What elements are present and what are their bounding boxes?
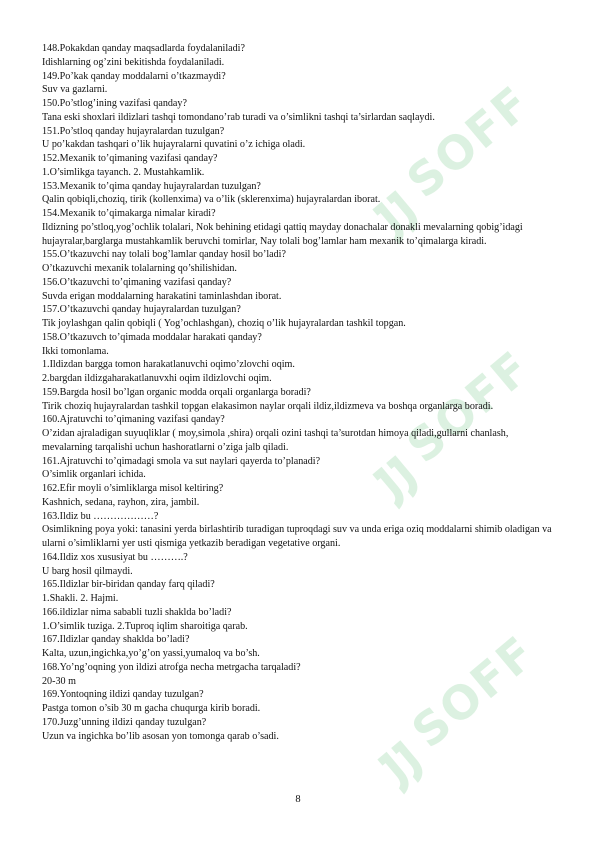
document-body bbox=[42, 42, 556, 743]
answer-154: Ildizning po’stloq,yog’ochlik tolalari, Nok behining etidagi qattiq mayday donachalar donakli mevalarning qobig’idagi hujayralar,barglarga mustahkamlik beruvchi tomirlar, Nay tolali bog’lamlar ham mexanik to’qimalarga kiradi. bbox=[42, 221, 523, 247]
answer-158-item-1: 1.Ildizdan bargga tomon harakatlanuvchi oqimo’zlovchi oqim. bbox=[42, 359, 295, 371]
answer-157: Tik joylashgan qalin qobiqli ( Yog’ochlashgan), choziq o’lik hujayralardan tashkil topgan. bbox=[42, 318, 406, 329]
answer-159: Tirik choziq hujayralardan tashkil topgan elakasimon naylar orqali ildiz,ildizmeva va boshqa organlarga boradi. bbox=[42, 400, 494, 412]
question-160: 160.Ajratuvchi to’qimaning vazifasi qanday? bbox=[42, 414, 225, 426]
question-150: 150.Po’stlog’ining vazifasi qanday? bbox=[42, 98, 187, 109]
question-167: 167.Ildizlar qanday shaklda bo’ladi? bbox=[42, 634, 190, 646]
question-148: 148.Pokakdan qanday maqsadlarda foydalaniladi? bbox=[42, 43, 245, 54]
answer-170: Uzun va ingichka bo’lib asosan yon tomonga qarab o’sadi. bbox=[42, 730, 279, 742]
watermark-soff: SOFF bbox=[362, 625, 553, 800]
answer-148: Idishlarning og’zini bekitishda foydalaniladi. bbox=[42, 56, 225, 68]
answer-160: O’zidan ajraladigan suyuqliklar ( moy,simola ,shira) orqali ozini tashqi ta’surotdan himoya qiladi,gullarni chanlash, mevalarning tarqalishi uchun hashoratlarni o’ziga jalb qiladi. bbox=[42, 428, 509, 453]
answer-149: Suv va gazlarni. bbox=[42, 84, 108, 96]
question-169: 169.Yontoqning ildizi qanday tuzulgan? bbox=[42, 689, 204, 701]
answer-161: O’simlik organlari ichida. bbox=[42, 469, 146, 481]
question-149: 149.Po’kak qanday moddalarni o’tkazmaydi? bbox=[42, 70, 226, 82]
answer-156: Suvda erigan moddalarning harakatini taminlashdan iborat. bbox=[42, 290, 282, 302]
question-170: 170.Juzg’unning ildizi qanday tuzulgan? bbox=[42, 716, 207, 728]
question-168: 168.Yo’ng’oqning yon ildizi atrofga necha metrgacha tarqaladi? bbox=[42, 661, 301, 673]
watermark-soff: SOFF bbox=[357, 75, 548, 250]
question-162: 162.Efir moyli o’simliklarga misol keltiring? bbox=[42, 483, 224, 494]
answer-152: 1.O’simlikga tayanch. 2. Mustahkamlik. bbox=[42, 166, 205, 178]
question-152: 152.Mexanik to’qimaning vazifasi qanday? bbox=[42, 153, 218, 164]
answer-151: U po’kakdan tashqari o’lik hujayralarni quvatini o’z ichiga oladi. bbox=[42, 139, 306, 151]
answer-169: Pastga tomon o’sib 30 m gacha chuqurga kirib boradi. bbox=[42, 703, 261, 714]
question-153: 153.Mexanik to’qima qanday hujayralardan tuzulgan? bbox=[42, 180, 261, 192]
answer-166: 1.O’simlik tuziga. 2.Tuproq iqlim sharoitiga qarab. bbox=[42, 620, 248, 632]
answer-150: Tana eski shoxlari ildizlari tashqi tomondano’rab turadi va o’simlikni tashqi ta’sirlardan saqlaydi. bbox=[42, 111, 435, 123]
answer-158-item-2: 2.bargdan ildizgaharakatlanuvxhi oqim ildizlovchi oqim. bbox=[42, 373, 272, 384]
question-163: 163.Ildiz bu ………………? bbox=[42, 510, 159, 522]
question-155: 155.O’tkazuvchi nay tolali bog’lamlar qanday hosil bo’ladi? bbox=[42, 249, 286, 261]
question-156: 156.O’tkazuvchi to’qimaning vazifasi qanday? bbox=[42, 276, 232, 288]
answer-155: O’tkazuvchi mexanik tolalarning qo’shilishidan. bbox=[42, 263, 237, 274]
watermark-soff: SOFF bbox=[357, 340, 548, 515]
question-161: 161.Ajratuvchi to’qimadagi smola va sut naylari qayerda to’planadi? bbox=[42, 455, 321, 467]
answer-167: Kalta, uzun,ingichka,yo’g’on yassi,yumaloq va bo’sh. bbox=[42, 648, 260, 659]
question-154: 154.Mexanik to’qimakarga nimalar kiradi? bbox=[42, 208, 216, 219]
question-151: 151.Po’stloq qanday hujayralardan tuzulgan? bbox=[42, 125, 225, 137]
question-166: 166.ildizlar nima sababli tuzli shaklda bo’ladi? bbox=[42, 606, 232, 618]
question-165: 165.Ildizlar bir-biridan qanday farq qiladi? bbox=[42, 579, 215, 591]
question-164: 164.Ildiz xos xususiyat bu ……….? bbox=[42, 551, 188, 563]
question-158: 158.O’tkazuvch to’qimada moddalar harakati qanday? bbox=[42, 331, 262, 343]
answer-164: U barg hosil qilmaydi. bbox=[42, 565, 133, 577]
page-number: 8 bbox=[295, 794, 301, 805]
answer-163: Osimlikning poya yoki: tanasini yerda birlashtirib turadigan tuproqdagi suv va unda eriga oziq moddalarni shimib oladigan va ularni o’simliklarni yer usti qismiga yetkazib beradigan vegetative organi. bbox=[42, 524, 552, 549]
answer-153: Qalin qobiqli,choziq, tirik (kollenxima) va o’lik (sklerenxima) hujayralardan iborat. bbox=[42, 194, 381, 206]
question-157: 157.O’tkazuvchi qanday hujayralardan tuzulgan? bbox=[42, 304, 241, 316]
answer-165: 1.Shakli. 2. Hajmi. bbox=[42, 593, 119, 604]
question-159: 159.Bargda hosil bo’lgan organic modda orqali organlarga boradi? bbox=[42, 386, 311, 398]
answer-162: Kashnich, sedana, rayhon, zira, jambil. bbox=[42, 496, 200, 508]
answer-158: Ikki tomonlama. bbox=[42, 345, 109, 357]
answer-168: 20-30 m bbox=[42, 675, 76, 687]
